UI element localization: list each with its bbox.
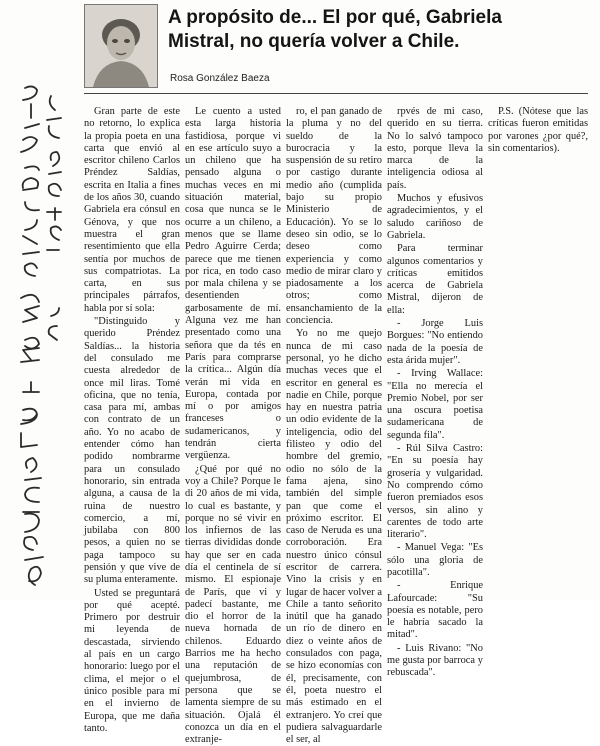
paragraph: - Enrique Lafourcade: "Su poesía es notable, pero le habría sacado la mitad". xyxy=(387,580,483,641)
paragraph: - Rúl Silva Castro: "En su poesía hay grosería y vulgaridad. No comprendo cómo fueron premiados esos versos, sin alino y carentes de todo arte literario". xyxy=(387,443,483,541)
paragraph: Yo no me quejo nunca de mi caso personal, yo he dicho muchas veces que el escritor en general es nadie en Chile, porque hay en nuestra patria un odio evidente de la inteligencia, odio del filisteo y odio del hombre del gremio, odio no sólo de la fama ajena, sino también del simple pan que come el próximo escritor. El caso de Neruda es una corroboración. Era nuestro único cónsul escritor de carrera. Vino la crisis y en lugar de hacer volver a Chile a tanto señorito inútil que ha ganado un río de dinero en diez o veinte años de consulados con paga, se hizo economías con él, precisamente, con él, poeta nuestro el más estimado en el extranjero. Yo creí que pudiera salvaguardarle el ser, al xyxy=(286,328,382,746)
paragraph: - Manuel Vega: "Es sólo una gloria de pacotilla". xyxy=(387,542,483,578)
article-column-5 xyxy=(488,106,588,594)
article-column-4 xyxy=(387,106,483,679)
header-divider xyxy=(84,93,588,94)
article-column-2 xyxy=(185,106,281,746)
paragraph: ro, el pan ganado de la pluma y no del sueldo de la burocracia y la suspensión de su retiro por castigo durante medio año (cumplida bajo su propio Ministerio de Educación). Yo se lo deseo sin odio, se lo deseo como experiencia y como medio de mirar claro y piadosamente a los otros; como ensanchamiento de la conciencia. xyxy=(286,106,382,327)
paragraph: P.S. (Nótese que las críticas fueron emitidas por varones ¿por qué?, sin comentarios). xyxy=(488,106,588,154)
paragraph: rpvés de mi caso, querido en su tierra. No lo salvó tampoco esto, porque lleva la marca de la inteligencia odiosa al país. xyxy=(387,106,483,191)
author-photo xyxy=(84,4,158,88)
paragraph: Muchos y efusivos agradecimientos, y el saludo cariñoso de Gabriela. xyxy=(387,193,483,241)
headline-line-2: Mistral, no quería volver a Chile. xyxy=(168,31,460,52)
article-headline xyxy=(168,6,588,54)
paragraph: - Irving Wallace: "Ella no merecía el Premio Nobel, por ser una oscura poetisa sudamericana de segunda fila". xyxy=(387,368,483,441)
paragraph: "Distinguido y querido Préndez Saldías... la historia del consulado me cuesta alrededor de once mil liras. Tomé oficina, que no tenía, casa para mí, ambas con contrato de un año. Yo no acabo de entender cómo han podido nombrarme para un consulado honorario, sin entrada alguna, a causa de la ruina de nuestro comercio, a mí, jubilaba con 800 pesos, a quien no se paga tampoco su pensión y que vive de su pluma enteramente. xyxy=(84,316,180,586)
paragraph: - Luis Rivano: "No me gusta por barroca y rebuscada". xyxy=(387,642,483,679)
paragraph: Le cuento a usted esta larga historia fastidiosa, porque vi en ese artículo suyo a un chileno que ha pensado alguna o muchas veces en mi situación material, cosa que nunca se le ocurre a un chileno, a menos que se llame Pedro Aguirre Cerda; parece que me tienen por rica, en todo caso por mala chilena y se desentienden garbosamente de mí. Alguna vez me han presentado como una señora que da tés en París para comprarse la crítica... Algún día verán mi vida en Europa, contada por mí o por amigos franceses o sudamericanos, y tendrán cierta vergüenza. xyxy=(185,106,281,462)
paragraph: Gran parte de este no retorno, lo explica la propia poeta en una carta que envió al escritor chileno Carlos Préndez Saldías, escrita en Italia a fines de los años 30, cuando Gabriela era cónsul en Génova, y que nos muestra el gran resentimiento que ella sentía por muchos de sus compatriotas. La carta, en sus principales párrafos, habla por sí sola: xyxy=(84,106,180,314)
paragraph: ¿Qué por qué no voy a Chile? Porque le di 20 años de mi vida, lo cual es bastante, y porque no sé vivir en los infiernos de las tierras divididas donde hay que ser en cada día el centinela de sí mismo. El espionaje de París, que vi y padecí bastante, me dio el horror de la nueva hornada de chilenos. Eduardo Barrios me ha hecho una reputación de quejumbrosa, de persona que se lamenta siempre de su situación. Ojalá él conozca un día en el extranje- xyxy=(185,463,281,746)
paragraph: Para terminar algunos comentarios y críticas emitidos acerca de Gabriela Mistral, dijeron de ella: xyxy=(387,243,483,316)
article-column-3 xyxy=(286,106,382,746)
paragraph: Usted se preguntará por qué acepté. Primero por destruir mi leyenda de descastada, sirviendo al país en un cargo honorario: luego por el clima, el mejor o el único posible para mí en el invierno de Europa, que me daña tanto. xyxy=(84,587,180,734)
handwriting-signature-image xyxy=(0,40,70,600)
article-column-1 xyxy=(84,106,180,734)
paragraph: - Jorge Luis Borgues: "No entiendo nada de la poesía de esta árida mujer". xyxy=(387,318,483,366)
handwritten-source-note xyxy=(0,40,70,600)
author-byline: Rosa González Baeza xyxy=(170,73,270,84)
headline-line-1: A propósito de... El por qué, Gabriela xyxy=(168,7,502,28)
